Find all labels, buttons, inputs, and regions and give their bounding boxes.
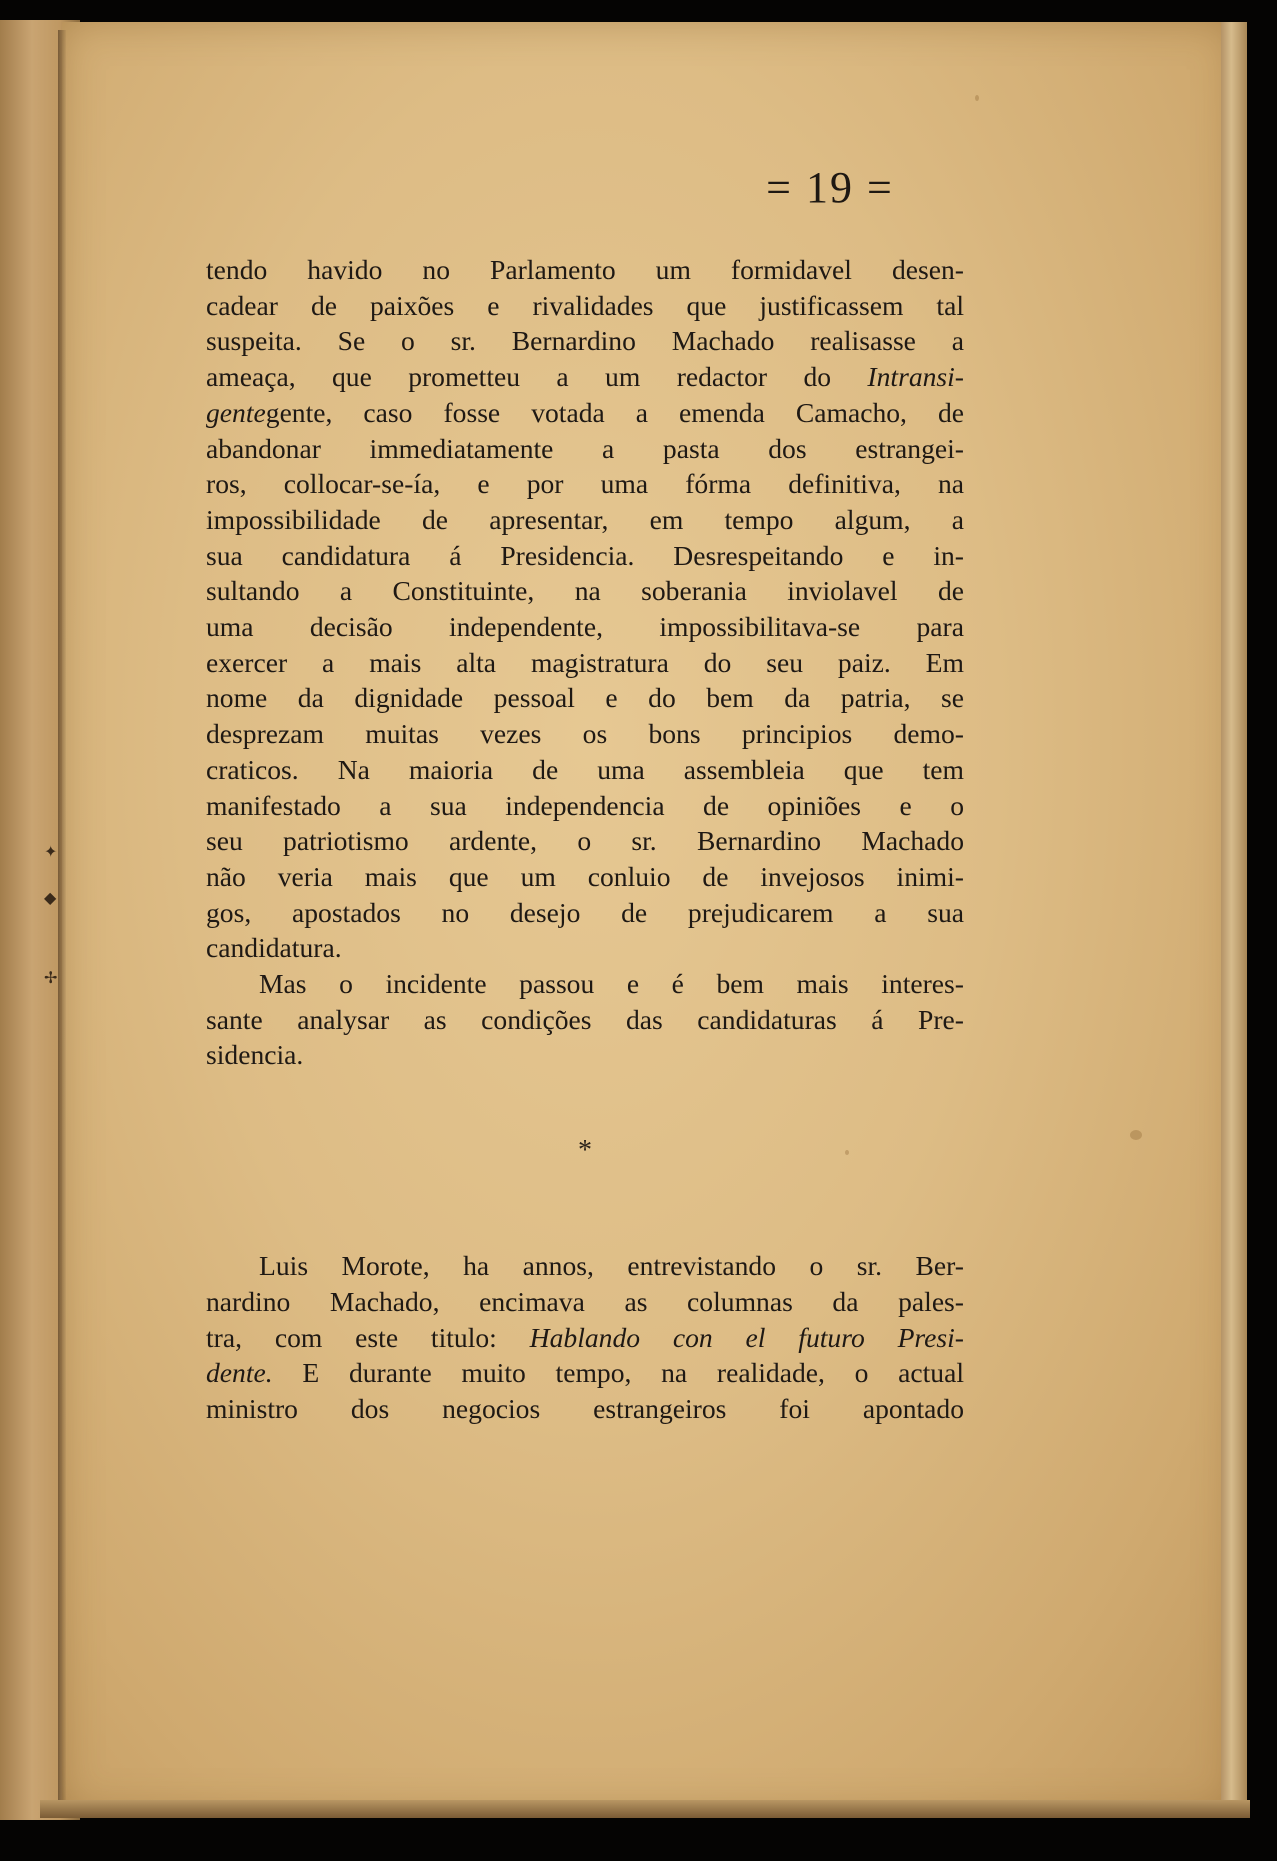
text-line: craticos. Na maioria de uma assembleia que tem <box>206 753 964 785</box>
text-fragment: ameaça, que prometteu a um redactor do <box>206 361 868 393</box>
text-line: ros, collocar-se-ía, e por uma fórma definitiva, na <box>206 468 964 500</box>
text-line: desprezam muitas vezes os bons principios demo- <box>206 718 964 750</box>
text-line: tendo havido no Parlamento um formidavel desen- <box>206 254 964 285</box>
text-line-indented: Mas o incidente passou e é bem mais interes- <box>259 968 964 1000</box>
text-line: sante analysar as condições das candidaturas á Pre- <box>206 1003 964 1035</box>
text-line-with-italic <box>206 395 964 431</box>
italic-title-fragment: gente <box>206 396 266 428</box>
text-line: sidencia. <box>206 1039 304 1071</box>
text-line: abandonar immediatamente a pasta dos estrangei- <box>206 432 964 464</box>
text-line: manifestado a sua independencia de opiniões e o <box>206 789 964 821</box>
section-separator-asterisk: * <box>578 1135 592 1166</box>
text-fragment: tra, com este titulo: <box>206 1321 530 1353</box>
text-fragment: gente, caso fosse votada a emenda Camacho, de <box>265 396 964 428</box>
right-page-edge <box>1221 22 1247 1812</box>
text-line: cadear de paixões e rivalidades que justificassem tal <box>206 289 964 321</box>
text-line: suspeita. Se o sr. Bernardino Machado realisasse a <box>206 325 964 357</box>
page-number: = 19 = <box>766 163 894 212</box>
body-text-lower <box>206 1248 964 1427</box>
text-fragment: E durante muito tempo, na realidade, o actual <box>272 1357 964 1389</box>
foxing-spot <box>975 95 979 101</box>
text-line-with-italic <box>206 359 964 395</box>
text-line-indented: Luis Morote, ha annos, entrevistando o sr. Ber- <box>259 1250 964 1281</box>
body-text-upper <box>206 252 964 1073</box>
text-line: exercer a mais alta magistratura do seu paiz. Em <box>206 646 964 678</box>
text-line-with-italic <box>206 1355 964 1391</box>
bottom-page-edge <box>40 1800 1250 1818</box>
italic-title-fragment: Intransi- <box>867 361 964 393</box>
italic-title-fragment: Hablando con el futuro Presi- <box>529 1321 964 1353</box>
text-line: não veria mais que um conluio de invejosos inimi- <box>206 860 964 892</box>
text-line: seu patriotismo ardente, o sr. Bernardino Machado <box>206 825 964 857</box>
text-line: candidatura. <box>206 932 342 964</box>
binding-stitch-mark: ◆ <box>44 888 57 907</box>
foxing-spot <box>1130 1130 1142 1140</box>
text-line: ministro dos negocios estrangeiros foi apontado <box>206 1393 964 1425</box>
text-line: nardino Machado, encimava as columnas da pales- <box>206 1285 964 1317</box>
italic-title-fragment: dente. <box>206 1357 273 1389</box>
text-line: sua candidatura á Presidencia. Desrespeitando e in- <box>206 539 964 571</box>
binding-stitch-mark: ✦ <box>44 842 58 861</box>
text-line: impossibilidade de apresentar, em tempo algum, a <box>206 503 964 535</box>
text-line: nome da dignidade pessoal e do bem da patria, se <box>206 682 964 714</box>
binding-gutter <box>58 30 66 1810</box>
foxing-spot <box>845 1150 849 1155</box>
binding-stitch-mark: ✢ <box>44 968 58 987</box>
text-line: uma decisão independente, impossibilitava-se para <box>206 611 964 643</box>
text-line-with-italic <box>206 1320 964 1356</box>
text-line: gos, apostados no desejo de prejudicarem a sua <box>206 896 964 928</box>
text-line: sultando a Constituinte, na soberania inviolavel de <box>206 575 964 607</box>
